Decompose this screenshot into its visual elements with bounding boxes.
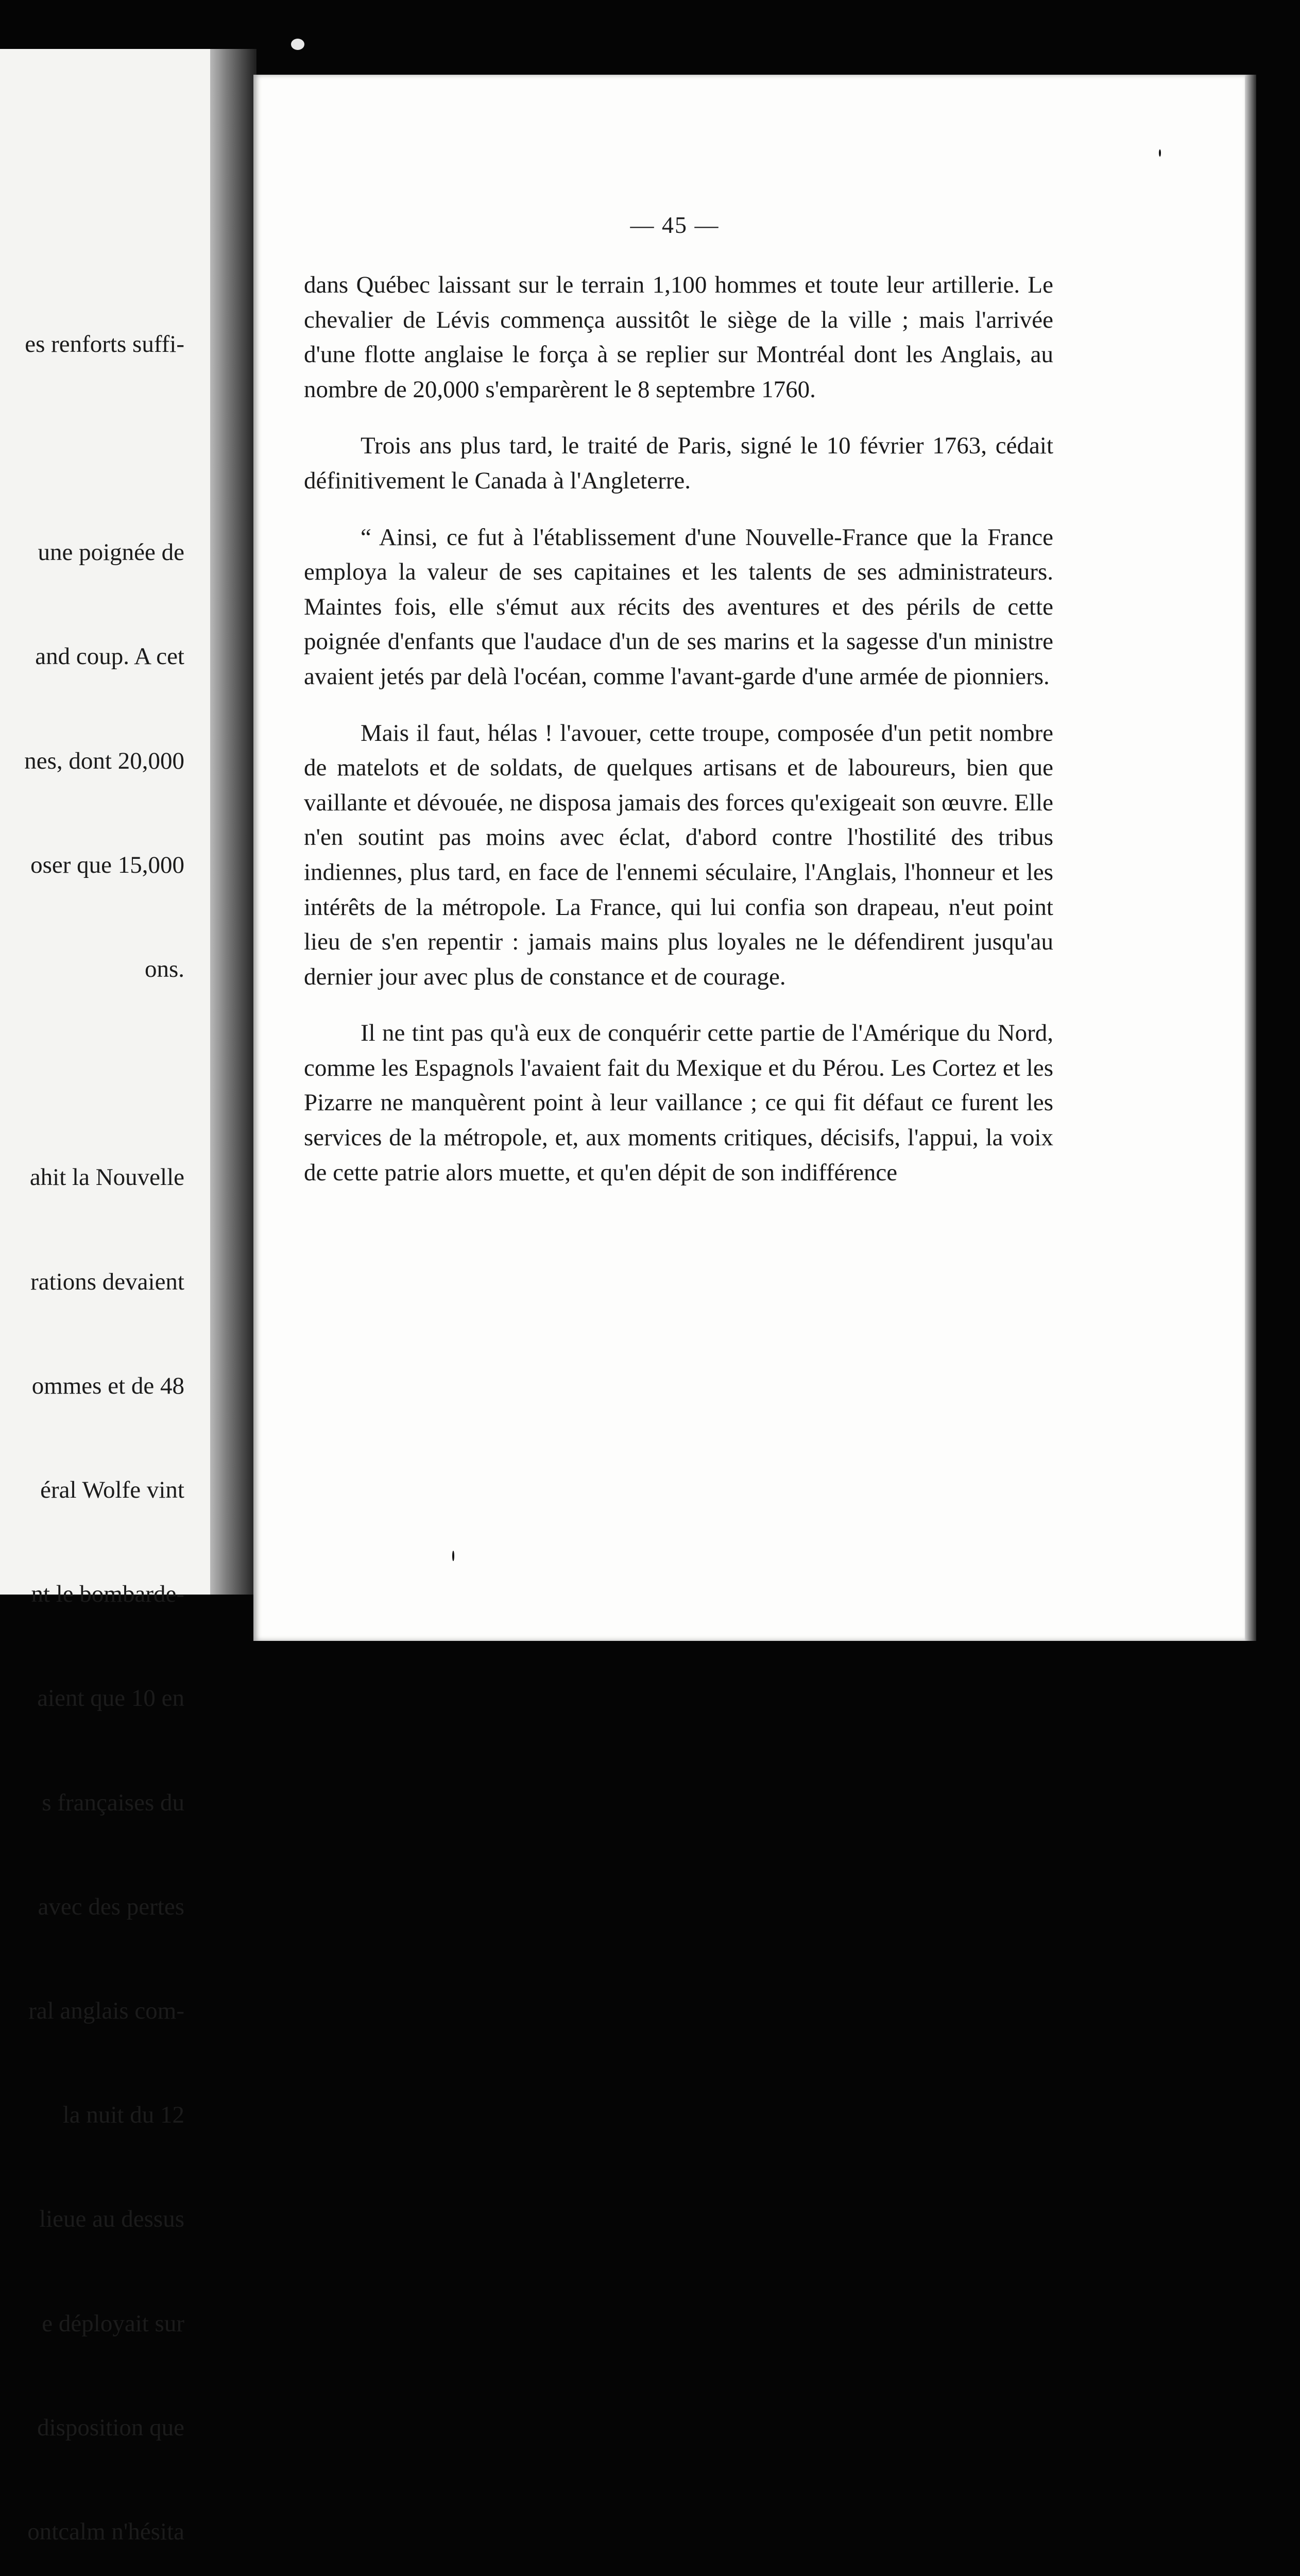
left-line: ommes et de 48 xyxy=(31,1372,184,1399)
previous-page xyxy=(0,49,211,2546)
left-line: une poignée de xyxy=(38,539,184,566)
left-line: avec des pertes xyxy=(38,1893,184,1920)
previous-page-text xyxy=(24,258,184,2576)
left-line: ons. xyxy=(144,956,184,983)
book-gutter-shadow xyxy=(210,49,256,1595)
left-line: e déployait sur xyxy=(42,2310,184,2337)
left-line: ahit la Nouvelle xyxy=(29,1164,184,1191)
left-line: nes, dont 20,000 xyxy=(24,747,184,774)
paragraph: Trois ans plus tard, le traité de Paris, signé le 10 février 1763, cédait définitivement le Canada à l'Angleterre. xyxy=(304,432,1053,494)
left-line: la nuit du 12 xyxy=(62,2102,184,2129)
left-line: nt le bombarde- xyxy=(31,1581,184,1608)
left-line: disposition que xyxy=(37,2414,184,2441)
scan-speck xyxy=(291,39,304,50)
left-line: lieue au dessus xyxy=(39,2206,184,2233)
left-line: oser que 15,000 xyxy=(30,851,184,878)
left-line: and coup. A cet xyxy=(35,643,184,670)
paragraph: “ Ainsi, ce fut à l'établissement d'une Nouvelle-France que la France employa la valeur de ses capitaines et les talents de ses administrateurs. Maintes fois, elle s'émut aux récits des aventures et des périls de cette poignée d'enfants que l'audace d'un de ses marins et la sagesse d'un ministre avaient jetés par delà l'océan, comme l'avant-garde d'une armée de pionniers. xyxy=(304,523,1053,690)
left-line: es renforts suffi- xyxy=(25,330,184,358)
page-number: — 45 — xyxy=(630,212,720,238)
left-line xyxy=(24,431,184,466)
left-line: éral Wolfe vint xyxy=(40,1477,184,1504)
left-line: rations devaient xyxy=(30,1268,184,1295)
left-line: ral anglais com- xyxy=(28,1997,184,2025)
left-line: ontcalm n'hésita xyxy=(27,2518,184,2546)
paragraph: Mais il faut, hélas ! l'avouer, cette troupe, composée d'un petit nombre de matelots et de soldats, de quelques artisans et de laboureurs, bien que vaillante et dévouée, ne disposa jamais des forces qu'exigeait son œuvre. Elle n'en soutint pas moins avec éclat, d'abord contre l'hostilité des tribus indiennes, plus tard, en face de l'ennemi séculaire, l'Anglais, l'honneur et les intérêts de la métropole. La France, qui lui confia son drapeau, n'eut point lieu de s'en repentir : jamais mains plus loyales ne le défendirent jusqu'au dernier jour avec plus de constance et de courage. xyxy=(304,719,1053,990)
scan-speck xyxy=(452,1551,454,1561)
paragraph: Il ne tint pas qu'à eux de conquérir cette partie de l'Amérique du Nord, comme les Espagnols l'avaient fait du Mexique et du Pérou. Les Cortez et les Pizarre ne manquèrent point à leur vaillance ; ce qui fit défaut ce furent les services de la métropole, et, aux moments critiques, décisifs, l'appui, la voix de cette patrie alors muette, et qu'en dépit de son indifférence xyxy=(304,1020,1053,1186)
paragraph: dans Québec laissant sur le terrain 1,100 hommes et toute leur artillerie. Le chevalier de Lévis commença aussitôt le siège de la ville ; mais l'arrivée d'une flotte anglaise le força à se replier sur Montréal dont les Anglais, au nombre de 20,000 s'emparèrent le 8 septembre 1760. xyxy=(304,272,1053,403)
page-edge-shadow xyxy=(1245,75,1256,1641)
left-line: s françaises du xyxy=(42,1789,184,1816)
left-line xyxy=(24,1056,184,1091)
scan-speck xyxy=(1159,149,1161,157)
page-body xyxy=(304,268,1053,1212)
left-line: aient que 10 en xyxy=(37,1685,184,1712)
